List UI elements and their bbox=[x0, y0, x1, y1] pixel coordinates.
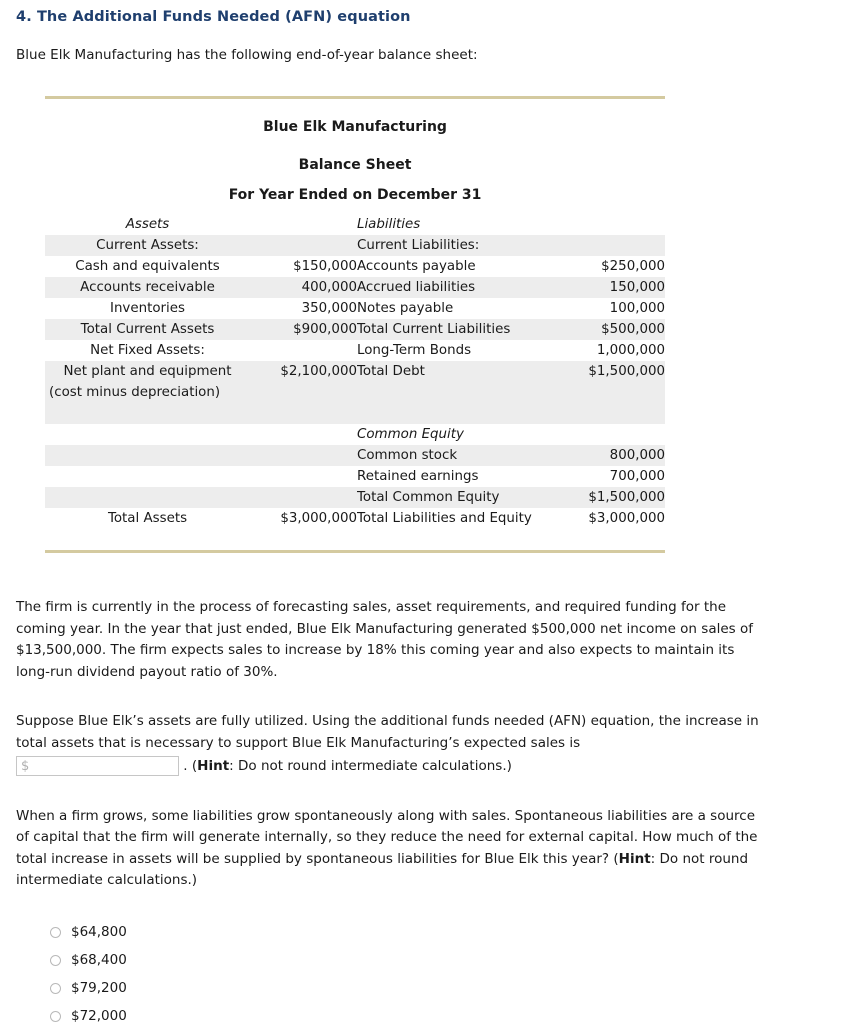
choice-option[interactable] bbox=[50, 974, 841, 1002]
intro-text: Blue Elk Manufacturing has the following end-of-year balance sheet: bbox=[16, 47, 478, 63]
choice-label: $79,200 bbox=[71, 979, 127, 996]
assets-value-header bbox=[250, 214, 357, 235]
column-headers-row bbox=[45, 214, 665, 235]
equity-spacer-2 bbox=[250, 445, 357, 466]
equity-label: Retained earnings bbox=[357, 469, 479, 484]
depreciation-note-spacer-3 bbox=[357, 382, 557, 403]
depreciation-note-row bbox=[45, 382, 665, 403]
equity-header-spacer-2 bbox=[250, 424, 357, 445]
equity-value: 800,000 bbox=[557, 445, 665, 466]
liability-label: Accrued liabilities bbox=[357, 277, 557, 298]
asset-value bbox=[250, 340, 357, 361]
table-row bbox=[45, 277, 665, 298]
equity-spacer-2 bbox=[250, 466, 357, 487]
current-assets-value bbox=[250, 235, 357, 256]
choice-option[interactable] bbox=[50, 918, 841, 946]
liability-value: 100,000 bbox=[609, 301, 666, 316]
asset-value: $900,000 bbox=[250, 319, 357, 340]
shade-pad bbox=[45, 403, 665, 424]
equity-spacer-1 bbox=[45, 445, 250, 466]
balance-sheet-company-row bbox=[45, 99, 665, 155]
company-name: Blue Elk Manufacturing bbox=[263, 119, 447, 135]
hint-bold: Hint bbox=[618, 850, 651, 867]
equity-spacer-1 bbox=[45, 487, 250, 508]
liability-label: Notes payable bbox=[357, 301, 454, 316]
liability-label: Accounts payable bbox=[357, 259, 476, 274]
answer-choices bbox=[0, 918, 841, 1030]
asset-label: Accounts receivable bbox=[45, 277, 250, 298]
equity-value: 700,000 bbox=[609, 469, 666, 484]
table-row bbox=[45, 487, 665, 508]
choice-label: $72,000 bbox=[71, 1007, 127, 1024]
radio-button-icon[interactable] bbox=[50, 955, 61, 966]
afn-period: . ( bbox=[183, 758, 198, 774]
liability-label: Total Debt bbox=[357, 361, 557, 382]
equity-spacer-2 bbox=[250, 487, 357, 508]
liability-label: Total Current Liabilities bbox=[357, 319, 557, 340]
assets-header: Assets bbox=[125, 217, 170, 232]
asset-value: $2,100,000 bbox=[250, 361, 357, 382]
table-row bbox=[45, 298, 665, 319]
forecast-paragraph: The firm is currently in the process of forecasting sales, asset requirements, and required funding for the coming year. In the year that just ended, Blue Elk Manufacturing generated $500,000 net income on sales of $13,500,000. The firm expects sales to increase by 18% this coming year and also expects to maintain its long-run dividend payout ratio of 30%. bbox=[16, 599, 753, 680]
equity-header-spacer-4 bbox=[557, 424, 665, 445]
equity-header-spacer-1 bbox=[45, 424, 250, 445]
statement-period: For Year Ended on December 31 bbox=[228, 187, 482, 203]
section-header-row bbox=[45, 235, 665, 256]
equity-label: Total Common Equity bbox=[357, 487, 557, 508]
liability-value: $1,500,000 bbox=[557, 361, 665, 382]
spontaneous-text: When a firm grows, some liabilities grow spontaneously along with sales. Spontaneous liabilities are a source of capital that the firm will generate internally, so they reduce the need for external capital. How much of the total increase in assets will be supplied by spontaneous liabilities for Blue Elk this year? ( bbox=[16, 807, 758, 867]
choice-label: $68,400 bbox=[71, 951, 127, 968]
asset-label: Inventories bbox=[110, 301, 185, 316]
statement-name: Balance Sheet bbox=[298, 157, 412, 173]
current-assets-label: Current Assets: bbox=[45, 235, 250, 256]
liability-label: Long-Term Bonds bbox=[357, 343, 472, 358]
liabilities-header: Liabilities bbox=[357, 217, 421, 232]
current-liabilities-label: Current Liabilities: bbox=[357, 235, 557, 256]
radio-button-icon[interactable] bbox=[50, 983, 61, 994]
afn-answer-line bbox=[16, 756, 761, 778]
liability-value: 150,000 bbox=[557, 277, 665, 298]
liability-value: 1,000,000 bbox=[596, 343, 666, 358]
asset-label: Cash and equivalents bbox=[75, 259, 220, 274]
asset-label: Net Fixed Assets: bbox=[90, 343, 205, 358]
hint-text: : Do not round intermediate calculations.) bbox=[229, 758, 512, 774]
asset-value: 400,000 bbox=[250, 277, 357, 298]
current-liabilities-value bbox=[557, 235, 665, 256]
bottom-pad-row bbox=[45, 529, 665, 550]
hint-bold: Hint bbox=[197, 758, 230, 774]
total-assets-label: Total Assets bbox=[107, 511, 188, 526]
equity-spacer-1 bbox=[45, 466, 250, 487]
depreciation-note-spacer-2 bbox=[250, 382, 357, 403]
liability-value: $500,000 bbox=[557, 319, 665, 340]
choice-option[interactable] bbox=[50, 1002, 841, 1030]
totals-row bbox=[45, 508, 665, 529]
balance-sheet-statement-row bbox=[45, 155, 665, 176]
depreciation-pad-row bbox=[45, 403, 665, 424]
asset-value: $150,000 bbox=[293, 259, 357, 274]
radio-button-icon[interactable] bbox=[50, 927, 61, 938]
choice-label: $64,800 bbox=[71, 923, 127, 940]
depreciation-note: (cost minus depreciation) bbox=[45, 382, 250, 403]
afn-answer-input[interactable] bbox=[16, 756, 179, 776]
afn-question-text: Suppose Blue Elk’s assets are fully utilized. Using the additional funds needed (AFN) equation, the increase in total assets that is necessary to support Blue Elk Manufacturing’s expected sales is bbox=[16, 713, 759, 751]
table-row bbox=[45, 445, 665, 466]
bottom-pad bbox=[45, 529, 665, 550]
total-liabilities-equity-value: $3,000,000 bbox=[588, 511, 666, 526]
balance-sheet-period-row bbox=[45, 176, 665, 214]
total-assets-value: $3,000,000 bbox=[280, 511, 357, 526]
asset-label: Net plant and equipment bbox=[45, 361, 250, 382]
balance-sheet-table bbox=[45, 96, 665, 553]
asset-value: 350,000 bbox=[301, 301, 357, 316]
equity-label: Common stock bbox=[357, 445, 557, 466]
table-row bbox=[45, 256, 665, 277]
liabilities-value-header bbox=[557, 214, 665, 235]
total-liabilities-equity-label: Total Liabilities and Equity bbox=[357, 511, 532, 526]
table-row bbox=[45, 466, 665, 487]
common-equity-label: Common Equity bbox=[357, 427, 464, 442]
common-equity-header-row bbox=[45, 424, 665, 445]
spontaneous-liabilities-paragraph bbox=[0, 806, 761, 892]
equity-value: $1,500,000 bbox=[557, 487, 665, 508]
table-row bbox=[45, 361, 665, 382]
hint-text: : Do not round intermediate calculations.) bbox=[16, 850, 749, 888]
choice-option[interactable] bbox=[50, 946, 841, 974]
table-row bbox=[45, 319, 665, 340]
radio-button-icon[interactable] bbox=[50, 1011, 61, 1022]
afn-question-paragraph bbox=[0, 711, 761, 778]
table-row bbox=[45, 340, 665, 361]
depreciation-note-spacer-4 bbox=[557, 382, 665, 403]
page-title: 4. The Additional Funds Needed (AFN) equation bbox=[16, 9, 411, 25]
liability-value: $250,000 bbox=[601, 259, 666, 274]
asset-label: Total Current Assets bbox=[45, 319, 250, 340]
